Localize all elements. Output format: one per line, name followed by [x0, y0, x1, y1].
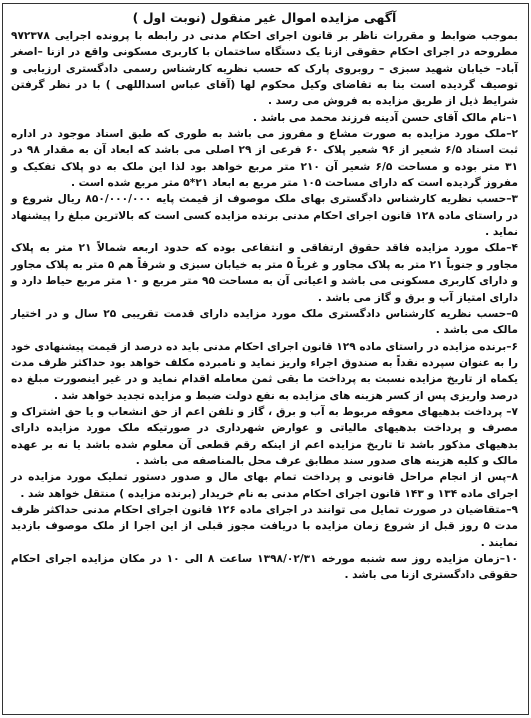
- notice-title: آگهی مزایده اموال غیر منقول (نوبت اول ): [132, 10, 397, 25]
- condition-item-3: ۳–حسب نظریه کارشناس دادگستری بهای ملک موصوف از قیمت پایه ۸۵۰/۰۰۰/۰۰۰ ریال شروع و در راستای ماده ۱۲۸ قانون اجرای احکام مدنی برنده مزایده کسی است که بالاترین مبلغ را پیشنهاد نماید .: [11, 193, 518, 239]
- condition-item-4: ۴–ملک مورد مزایده فاقد حقوق ارتفاقی و انتفاعی بوده که حدود اربعه شمالاً ۲۱ متر به پلاک مجاور و جنوباً ۲۱ متر به پلاک مجاور و غرباً ۵ متر به خیابان سبزی و شرقاً هم ۵ متر به پلاک مجاور و دارای کاربری مسکونی می باشد و اعیانی آن به مساحت ۹۵ متر مربع و ۱۰ متر مربع حیاط دارد و دارای امتیاز آب و برق و گاز می باشد .: [11, 242, 518, 304]
- condition-item-8: ۸–پس از انجام مراحل قانونی و پرداخت تمام بهای مال و صدور دستور تملیک مورد مزایده در اجرای ماده ۱۳۴ و ۱۴۳ قانون اجرای احکام مدنی به نام خریدار (برنده مزایده ) منتقل خواهد شد .: [11, 471, 518, 500]
- condition-item-9: ۹–متقاضیان در صورت تمایل می توانند در اجرای ماده ۱۲۶ قانون اجرای احکام مدنی حداکثر ظرف مدت ۵ روز قبل از شروع زمان مزایده با دریافت مجوز قبلی از این اجرا از ملک موصوف بازدید نمایند .: [11, 503, 518, 549]
- notice-intro: بموجب ضوابط و مقررات ناظر بر قانون اجرای احکام مدنی در رابطه با پرونده اجرایی ۹۷۲۳۷۸ مطروحه در اجرای احکام حقوقی ازنا یک دستگاه ساختمان با کاربری مسکونی واقع در ازنا –اصغر آباد– خیابان شهید سبزی – روبروی پارک که حسب نظریه کارشناس رسمی دادگستری ارزیابی و توصیف گردیده است بنا به تقاضای وکیل محکوم لها (آقای عباس اسداللهی ) با در نظر گرفتن شرایط ذیل از طریق مزایده به فروش می رسد .: [11, 30, 518, 108]
- condition-item-1: ۱–نام مالک آقای حسن آدینه فرزند محمد می باشد .: [253, 111, 518, 124]
- condition-item-5: ۵–حسب نظریه کارشناس دادگستری ملک مورد مزایده دارای قدمت تقریبی ۲۵ سال و در اختیار مالک می باشد .: [11, 307, 519, 337]
- condition-item-7: ۷– پرداخت بدهیهای معوقه مربوط به آب و برق ، گاز و تلفن اعم از حق انشعاب و یا حق اشتراک و مصرف و پرداخت بدهیهای مالیاتی و عوارض شهرداری در صورتیکه ملک مورد مزایده دارای بدهیهای مذکور باشد تا تاریخ مزایده اعم از اینکه رقم قطعی آن معلوم شده باشد یا نه بر عهده مالک و کلیه هزینه های صدور سند مطابق عرف محل بالمناصفه می باشد .: [11, 405, 518, 467]
- condition-item-6: ۶–برنده مزایده در راستای ماده ۱۲۹ قانون اجرای احکام مدنی باید ده درصد از قیمت پیشنهادی خود را به عنوان سپرده نقداً به صندوق اجراء واریز نماید و نامبرده مکلف خواهد بود حداکثر ظرف مدت یکماه از تاریخ مزایده نسبت به پرداخت ما بقی ثمن معامله اقدام نماید و در غیر اینصورت مبلغ ده درصد واریزی پس از کسر هزینه های مزایده به نفع دولت ضبط و مزایده تجدید خواهد شد .: [11, 340, 518, 402]
- condition-item-2: ۲–ملک مورد مزایده به صورت مشاع و مفروز می باشد به طوری که طبق اسناد موجود در اداره ثبت اسناد ۶/۵ شعیر از ۹۶ شعیر پلاک ۶۰ فرعی از ۲۹ اصلی می باشد که ابعاد آن به مقدار ۹۸ در ۳۱ متر بوده و مساحت ۶/۵ شعیر آن ۲۱۰ متر مربع خواهد بود لذا این ملک به دو پلاک تفکیک و مفروز گردیده است که دارای مساحت ۱۰۵ متر مربع به ابعاد ۲۱*۵ متر مربع شده است .: [11, 128, 518, 190]
- auction-notice: [2, 3, 529, 715]
- condition-item-10: ۱۰–زمان مزایده روز سه شنبه مورخه ۱۳۹۸/۰۲/۳۱ ساعت ۸ الی ۱۰ در مکان مزایده اجرای احکام حقوقی دادگستری ازنا می باشد .: [11, 553, 518, 582]
